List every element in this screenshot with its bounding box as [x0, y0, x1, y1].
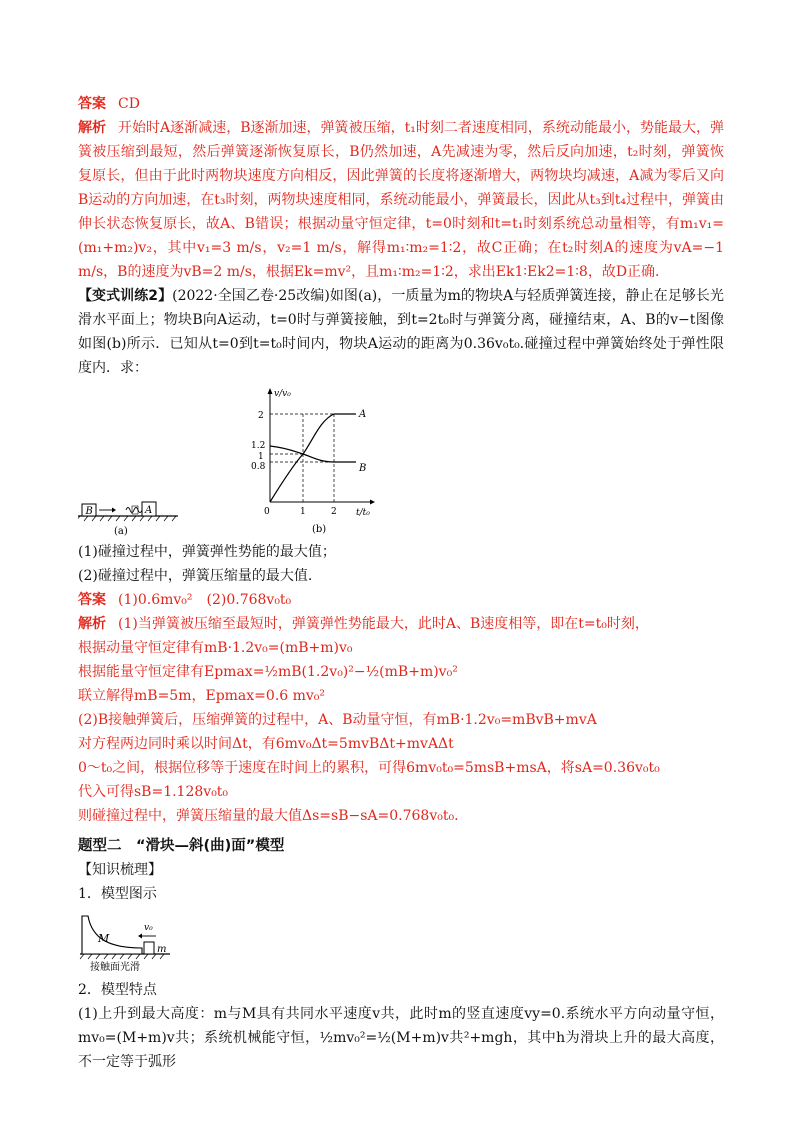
exercise-block — [78, 284, 724, 380]
section-title: 题型二 “滑块—斜(曲)面”模型 — [78, 838, 285, 854]
figures-row — [78, 384, 724, 534]
analysis-2-line-2: 根据动量守恒定律有mB·1.2v₀=(mB+m)v₀ — [78, 640, 353, 656]
y-tick-1-2: 1.2 — [251, 441, 266, 451]
block-b-label: B — [85, 506, 93, 517]
figure-b-caption: (b) — [312, 524, 327, 534]
figure-c-slope-model — [78, 910, 178, 974]
answer-1 — [78, 92, 724, 116]
analysis-2-line-7: 0～t₀之间，根据位移等于速度在时间上的累积，可得6mv₀t₀=5msB+msA，将sA=0.36v₀t₀ — [78, 760, 660, 776]
question-1: (1)碰撞过程中，弹簧弹性势能的最大值； — [78, 544, 336, 560]
small-block — [144, 942, 154, 954]
curve-b-label: B — [359, 463, 367, 474]
y-tick-2: 2 — [258, 411, 264, 421]
y-axis-label: v/v₀ — [274, 389, 291, 399]
x-axis-label: t/t₀ — [356, 508, 370, 518]
analysis-label: 解析 — [78, 120, 107, 136]
origin-label: 0 — [264, 507, 270, 517]
analysis-2-line-6: 对方程两边同时乘以时间Δt，有6mv₀Δt=5mvBΔt+mvAΔt — [78, 736, 454, 752]
answer-label-2: 答案 — [78, 592, 106, 608]
question-2: (2)碰撞过程中，弹簧压缩量的最大值. — [78, 568, 313, 584]
exercise-label: 【变式训练2】 — [78, 288, 173, 304]
label-big-m: M — [98, 932, 110, 945]
analysis-2-line-1 — [78, 612, 724, 636]
analysis-text: 开始时A逐渐减速，B逐渐加速，弹簧被压缩，t₁时刻二者速度相同，系统动能最小，势能最大，弹簧被压缩到最短，然后弹簧逐渐恢复原长，B仍然加速，A先减速为零，然后反向加速，t₂时刻，弹簧恢复原长，但由于此时两物块速度方向相反，因此弹簧的长度将逐渐增大，两物块均减速，A减为零后又向B运动的方向加速，在t₃时刻，两物块速度相同，系统动能最小，弹簧最长，因此从t₃到t₄过程中，弹簧由伸长状态恢复原长，故A、B错误；根据动量守恒定律，t=0时刻和t=t₁时刻系统总动量相等，有m₁v₁=(m₁+m₂)v₂，其中v₁=3 m/s，v₂=1 m/s，解得m₁∶m₂=1∶2，故C正确；在t₂时刻A的速度为vA=−1 m/s，B的速度为vB=2 m/s，根据Ek=mv²，且m₁∶m₂=1∶2，求出Ek1∶Ek2=1∶8，故D正确． — [78, 120, 725, 280]
figure-c-caption: 接触面光滑 — [90, 962, 140, 973]
item-2-title: 2．模型特点 — [78, 982, 157, 998]
exercise-text: (2022·全国乙卷·25改编)如图(a)，一质量为m的物块A与轻质弹簧连接，静止在足够长光滑水平面上；物块B向A运动，t=0时与弹簧接触，到t=2t₀时与弹簧分离，碰撞结束，A、B的v−t图像如图(b)所示．已知从t=0到t=t₀时间内，物块A运动的距离为0.36v₀t₀.碰撞过程中弹簧始终处于弹性限度内．求： — [78, 288, 724, 376]
figure-a-caption: (a) — [114, 526, 128, 536]
slope-body — [82, 916, 142, 954]
analysis-2-line-4: 联立解得mB=5m，Epmax=0.6 mv₀² — [78, 688, 326, 704]
label-small-m: m — [157, 944, 167, 955]
knowledge-label: 【知识梳理】 — [78, 862, 162, 878]
answer-text: CD — [118, 96, 140, 112]
item-1-title: 1．模型图示 — [78, 886, 157, 902]
x-tick-1: 1 — [300, 507, 306, 517]
curve-a-label: A — [359, 409, 367, 420]
label-v0: v₀ — [144, 923, 153, 933]
answer-2 — [78, 588, 724, 612]
y-tick-0-8: 0.8 — [251, 462, 266, 472]
analysis-2-line-5: (2)B接触弹簧后，压缩弹簧的过程中，A、B动量守恒，有mB·1.2v₀=mBvB+mvA — [78, 712, 597, 728]
answer-text-2: (1)0.6mv₀² (2)0.768v₀t₀ — [118, 592, 292, 608]
y-tick-1: 1 — [258, 452, 264, 462]
document-page — [78, 92, 724, 1074]
spring — [126, 508, 142, 513]
analysis-1 — [78, 116, 724, 284]
x-tick-2: 2 — [331, 507, 337, 517]
answer-label: 答案 — [78, 96, 106, 112]
analysis-2-line-9: 则碰撞过程中，弹簧压缩量的最大值Δs=sB−sA=0.768v₀t₀. — [78, 808, 459, 824]
figure-a — [78, 496, 188, 536]
block-a-label: A — [145, 505, 153, 516]
analysis-2-line-3: 根据能量守恒定律有Epmax=½mB(1.2v₀)²−½(mB+m)v₀² — [78, 664, 458, 680]
analysis-label-2: 解析 — [78, 616, 106, 632]
analysis-2-line-8: 代入可得sB=1.128v₀t₀ — [78, 784, 229, 800]
figure-b-vt-graph — [248, 384, 378, 534]
feature-1: (1)上升到最大高度：m与M具有共同水平速度v共，此时m的竖直速度vy=0.系统水平方向动量守恒，mv₀=(M+m)v共；系统机械能守恒，½mv₀²=½(M+m)v共²+mgh，其中h为滑块上升的最大高度，不一定等于弧形 — [78, 1006, 724, 1070]
analysis-2-text-1: (1)当弹簧被压缩至最短时，弹簧弹性势能最大，此时A、B速度相等，即在t=t₀时刻， — [118, 616, 649, 632]
